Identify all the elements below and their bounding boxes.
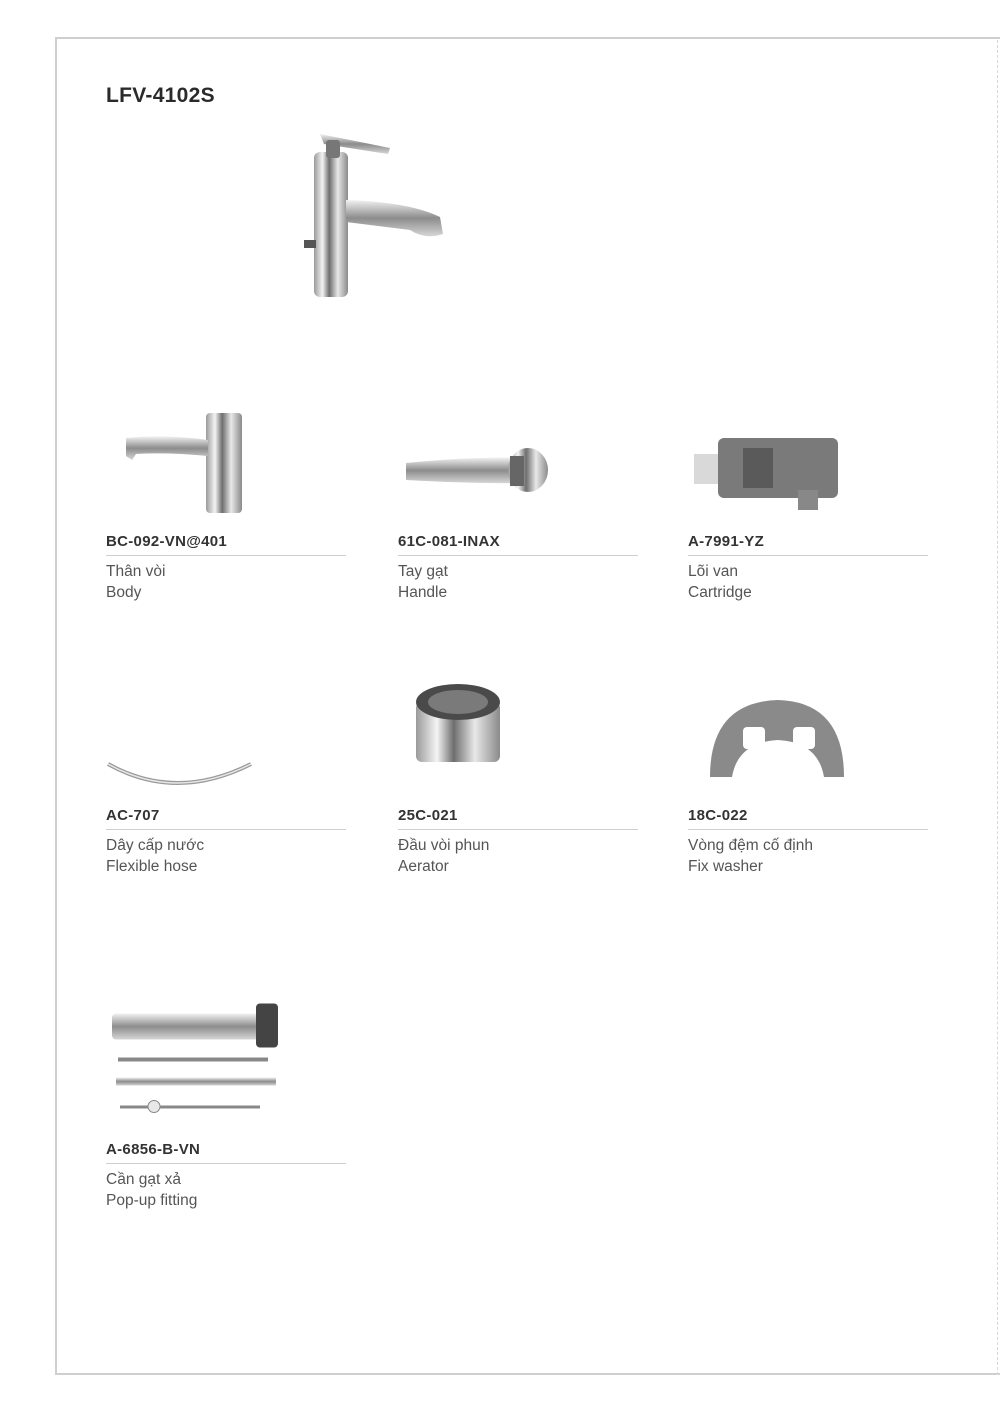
- part-code: 61C-081-INAX: [398, 533, 638, 556]
- flexible-hose-image: [106, 672, 346, 797]
- part-name-en: Fix washer: [688, 858, 763, 875]
- part-handle: [398, 533, 638, 603]
- page-frame-dashed-edge: [997, 40, 998, 1375]
- faucet-body-image: [106, 398, 346, 523]
- faucet-hero-image: [300, 122, 460, 302]
- part-name-vn: Lõi van: [688, 563, 738, 580]
- part-name-en: Handle: [398, 584, 448, 601]
- part-cartridge: [688, 533, 928, 603]
- part-name-en: Body: [106, 584, 142, 601]
- model-title: LFV-4102S: [106, 84, 215, 107]
- popup-fitting-image: [106, 981, 346, 1131]
- part-fix-washer: [688, 807, 928, 877]
- part-name-vn: Vòng đệm cố định: [688, 837, 813, 854]
- aerator-image: [398, 672, 638, 797]
- part-code: BC-092-VN@401: [106, 533, 346, 556]
- part-flexible-hose: [106, 807, 346, 877]
- part-code: AC-707: [106, 807, 346, 830]
- part-name-en: Cartridge: [688, 584, 752, 601]
- cartridge-image: [688, 398, 928, 523]
- part-code: A-6856-B-VN: [106, 1141, 346, 1164]
- part-name-vn: Tay gạt: [398, 563, 448, 580]
- lever-handle-image: [398, 398, 638, 523]
- part-name-vn: Dây cấp nước: [106, 837, 205, 854]
- part-code: A-7991-YZ: [688, 533, 928, 556]
- part-name-en: Pop-up fitting: [106, 1192, 198, 1209]
- part-code: 18C-022: [688, 807, 928, 830]
- part-name-en: Flexible hose: [106, 858, 198, 875]
- part-name-vn: Thân vòi: [106, 563, 166, 580]
- part-name-en: Aerator: [398, 858, 449, 875]
- fix-washer-image: [688, 672, 928, 797]
- part-name-vn: Cần gạt xả: [106, 1171, 181, 1188]
- part-code: 25C-021: [398, 807, 638, 830]
- part-aerator: [398, 807, 638, 877]
- part-body: [106, 533, 346, 603]
- part-name-vn: Đầu vòi phun: [398, 837, 490, 854]
- part-popup-fitting: [106, 1141, 346, 1211]
